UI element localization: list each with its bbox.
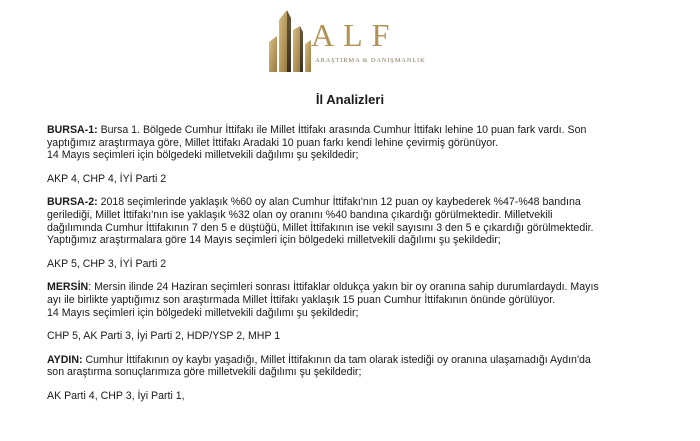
section-mersin — [47, 281, 672, 319]
seat-distribution: AKP 5, CHP 3, İYİ Parti 2 — [47, 257, 167, 270]
seat-distribution: AK Parti 4, CHP 3, İyi Parti 1, — [47, 389, 185, 402]
section-label: BURSA-2: — [47, 196, 98, 209]
brand-tagline: ARAŞTIRMA & DANIŞMANLIK — [315, 57, 426, 64]
section-label: MERSİN — [47, 281, 89, 294]
section-text-line: Yaptığımız araştırmalara göre 14 Mayıs seçimleri için bölgedeki milletvekili dağılımı şu şekildedir; — [47, 234, 501, 247]
section-text-line: Cumhur İttifakının oy kaybı yaşadığı, Millet İttifakının da tam olarak istediği oy oranına ulaşamadığı Aydın'da — [82, 353, 591, 366]
alf-logo — [265, 8, 445, 76]
section-bursa-1 — [47, 124, 672, 162]
section-text-line: ayı ile birlikte yaptığımız son araştırmada Millet İttifakı yaklaşık 15 puan Cumhur İttifakının önünde görülüyor. — [47, 293, 556, 306]
seat-distribution: CHP 5, AK Parti 3, İyi Parti 2, HDP/YSP 2, MHP 1 — [47, 330, 281, 343]
section-label: BURSA-1: — [47, 124, 98, 136]
section-aydin — [47, 354, 672, 379]
seat-distribution: AKP 4, CHP 4, İYİ Parti 2 — [47, 172, 167, 185]
section-label: AYDIN: — [47, 353, 83, 366]
section-text-line: son araştırma sonuçlarımıza göre milletvekili dağılımı şu şekildedir; — [47, 366, 362, 379]
building-logo-icon — [265, 8, 315, 76]
section-text-line: gerilediği, Millet İttifakı'nın ise yaklaşık %32 olan oy oranını %40 bandına çıkardığı görülmektedir. Milletvekili — [47, 208, 553, 221]
section-bursa-2 — [47, 196, 672, 246]
section-text-line: Bursa 1. Bölgede Cumhur İttifakı ile Millet İttifakı arasında Cumhur İttifakı lehine 10 puan fark vardı. Son — [97, 124, 587, 136]
section-text-line: : Mersin ilinde 24 Haziran seçimleri sonrası İttifaklar oldukça yakın bir oy oranına sahip durumlardaydı. Mayıs — [88, 281, 599, 294]
brand-name: ALF — [311, 17, 399, 53]
section-text-line: 14 Mayıs seçimleri için bölgedeki milletvekili dağılımı şu şekildedir; — [47, 149, 359, 162]
section-text-line: 14 Mayıs seçimleri için bölgedeki milletvekili dağılımı şu şekildedir; — [47, 306, 359, 319]
analysis-content — [47, 124, 672, 414]
page-title: İl Analizleri — [315, 92, 385, 107]
section-text-line: yaptığımız araştırmaya göre, Millet İttifakı Aradaki 10 puan farkı kendi lehine çevirmiş görünüyor. — [47, 136, 499, 149]
section-text-line: 2018 seçimlerinde yaklaşık %60 oy alan Cumhur İttifakı'nın 12 puan oy kaybederek %47-%48 bandına — [97, 196, 581, 209]
section-text-line: dağılımında Cumhur İttifakının 7 den 5 e düştüğü, Millet İttifakının ise vekil sayısını 3 den 5 e çıkardığı görülmektedir. — [47, 221, 594, 234]
